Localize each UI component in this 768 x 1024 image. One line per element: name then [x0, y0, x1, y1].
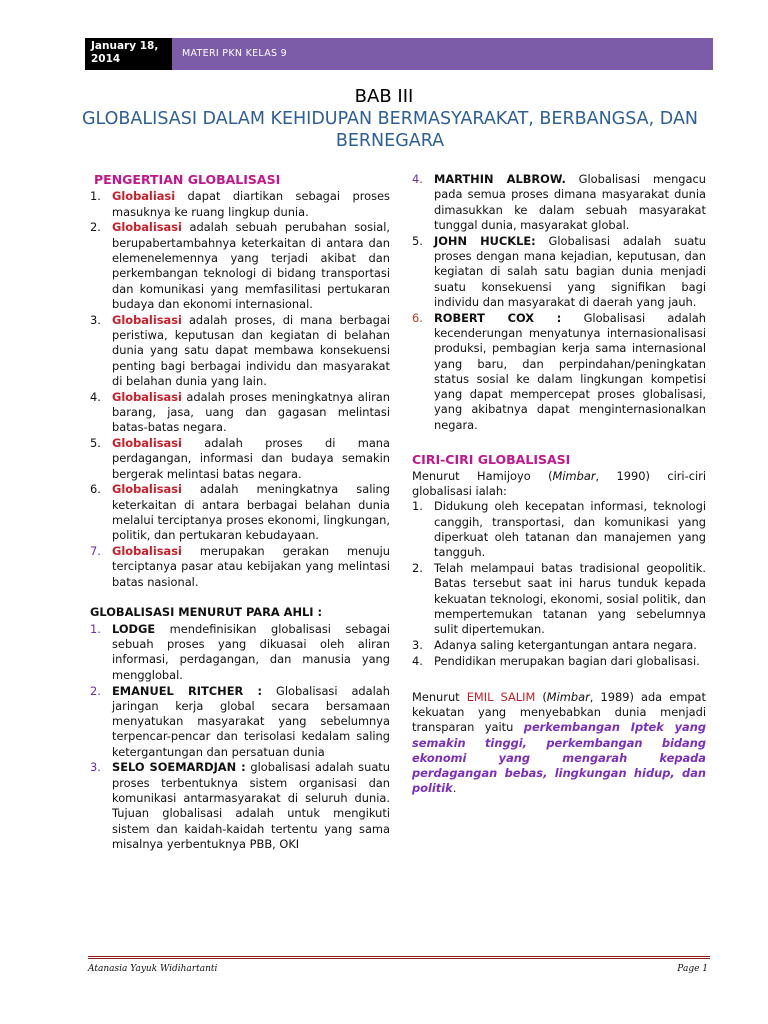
- paragraph-source: Mimbar: [546, 689, 590, 704]
- item-text: Globalisasi mengacu pada semua proses dimana masyarakat dunia dimasukkan ke dalam sebuah masyarakat tunggal dunia, masyarakat global.: [434, 172, 706, 232]
- footer-author: Atanasia Yayuk Widihartanti: [88, 964, 218, 974]
- page-title: GLOBALISASI DALAM KEHIDUPAN BERMASYARAKAT, BERBANGSA, DAN BERNEGARA: [81, 109, 699, 151]
- expert-name: JOHN HUCKLE:: [434, 233, 536, 248]
- paragraph-text: Menurut: [412, 689, 467, 704]
- item-text: adalah sebuah perubahan sosial, berupabertambahnya keterkaitan di antara dan elemenelemennya yang terjadi akibat dan perkembangan teknologi di bidang transportasi dan komunikasi yang memfasilitasi pertukaran budaya dan ekonomi internasional.: [112, 220, 390, 311]
- list-item: [90, 544, 390, 590]
- list-item: [90, 220, 390, 312]
- footer-divider: [88, 956, 710, 959]
- item-text: Globalisasi adalah kecenderungan menyatunya internasionalisasi produksi, pembagian kerja sama internasional yang baru, dan perpindahan/peningkatan status sosial ke dalam lingkungan kompetisi yang dapat mempercepat proses globalisasi, yang akibatnya dapat menginternasionalkan negara.: [434, 310, 706, 432]
- expert-name: ROBERT COX :: [434, 310, 562, 325]
- page-header: [85, 38, 713, 70]
- list-item: [90, 189, 390, 220]
- pengertian-heading: PENGERTIAN GLOBALISASI: [94, 172, 281, 187]
- item-number: 1.: [412, 499, 423, 514]
- item-text: globalisasi adalah suatu proses terbentuknya sistem organisasi dan komunikasi antarmasyarakat di seluruh dunia. Tujuan globalisasi adalah untuk mengikuti sistem dan kaidah-kaidah tertentu yang sama misalnya yerbentuknya PBB, OKI: [112, 760, 390, 851]
- list-item: [412, 499, 706, 560]
- item-number: 5.: [90, 436, 101, 451]
- item-term: Globalisasi: [112, 389, 182, 404]
- list-item: [412, 561, 706, 637]
- item-term: Globalisasi: [112, 436, 182, 451]
- ciri-heading: CIRI-CIRI GLOBALISASI: [412, 451, 571, 467]
- paragraph-text: , 1989) ada empat kekuatan yang menyebabkan dunia menjadi transparan yaitu: [412, 689, 706, 735]
- paragraph-text: .: [452, 781, 457, 796]
- item-text: adalah proses di mana perdagangan, informasi dan budaya semakin bergerak melintasi batas negara.: [112, 436, 390, 481]
- expert-name: MARTHIN ALBROW.: [434, 172, 566, 186]
- intro-text: , 1990) ciri-ciri globalisasi ialah:: [412, 468, 706, 499]
- header-subject: MATERI PKN KELAS 9: [172, 38, 713, 70]
- item-text: Didukung oleh kecepatan informasi, teknologi canggih, transportasi, dan komunikasi yang diperkuat oleh tatanan dan manajemen yang tangguh.: [434, 499, 706, 560]
- emil-salim-paragraph: [412, 690, 706, 797]
- item-text: Pendidikan merupakan bagian dari globalisasi.: [434, 653, 700, 668]
- item-text: adalah meningkatnya saling keterkaitan di antara berbagai belahan dunia melalui terciptanya proses ekonomi, lingkungan, politik, dan pertukaran kebudayaan.: [112, 482, 390, 543]
- item-term: Globalisasi: [112, 220, 182, 235]
- right-column: [412, 172, 706, 797]
- item-number: 6.: [90, 482, 101, 497]
- chapter-label: BAB III: [354, 86, 414, 107]
- item-number: 5.: [412, 233, 423, 248]
- item-number: 6.: [412, 310, 423, 325]
- list-item: [90, 313, 390, 389]
- list-item: [412, 654, 706, 669]
- list-item: [412, 638, 706, 653]
- list-item: [412, 311, 706, 433]
- item-text: merupakan gerakan menuju terciptanya pasar atau kebijakan yang melintasi batas nasional.: [112, 544, 390, 589]
- list-item: [412, 172, 706, 233]
- paragraph-text: (: [535, 689, 547, 704]
- item-text: adalah proses meningkatnya aliran barang, jasa, uang dan gagasan melintasi batas-batas negara.: [112, 389, 390, 435]
- list-item: [90, 622, 390, 683]
- item-term: Globaliasi: [112, 189, 176, 204]
- item-term: Globalisasi: [112, 482, 182, 497]
- item-number: 2.: [90, 220, 101, 235]
- footer-page-number: Page 1: [677, 964, 708, 974]
- item-number: 2.: [412, 561, 423, 576]
- ciri-intro: [412, 469, 706, 500]
- expert-name: LODGE: [112, 621, 156, 636]
- item-term: Globalisasi: [112, 544, 182, 559]
- ahli-list-right: [412, 172, 706, 433]
- header-date: January 18, 2014: [85, 38, 172, 70]
- item-number: 1.: [90, 189, 101, 204]
- list-item: [90, 684, 390, 760]
- author-name: EMIL SALIM: [466, 689, 536, 704]
- item-number: 2.: [90, 683, 101, 698]
- paragraph-emphasis: perkembangan Iptek yang semakin tinggi, perkembangan bidang ekonomi yang mengarah kepada perdagangan bebas, lingkungan hidup, dan politik: [412, 720, 706, 796]
- list-item: [90, 760, 390, 852]
- list-item: [90, 390, 390, 436]
- item-number: 3.: [412, 638, 423, 653]
- expert-name: SELO SOEMARDJAN :: [112, 760, 246, 775]
- item-text: dapat diartikan sebagai proses masuknya ke ruang lingkup dunia.: [112, 189, 390, 219]
- expert-name: EMANUEL RITCHER :: [112, 683, 263, 698]
- item-number: 4.: [90, 389, 101, 404]
- item-text: Adanya saling ketergantungan antara negara.: [434, 638, 697, 653]
- item-number: 1.: [90, 621, 101, 636]
- item-text: adalah proses, di mana berbagai peristiwa, keputusan dan kegiatan di belahan dunia yang satu dapat membawa konsekuensi penting bagi berbagai individu dan masyarakat di belahan dunia yang lain.: [112, 312, 390, 388]
- list-item: [90, 482, 390, 543]
- item-number: 4.: [412, 172, 423, 186]
- ahli-list-left: [90, 622, 390, 852]
- list-item: [90, 436, 390, 482]
- item-number: 7.: [90, 544, 101, 559]
- item-text: mendefinisikan globalisasi sebagai sebuah proses yang dikuasai oleh aliran informasi, perdagangan, dan manusia yang mengglobal.: [112, 621, 390, 682]
- item-term: Globalisasi: [112, 312, 182, 327]
- item-text: Telah melampaui batas tradisional geopolitik. Batas tersebut saat ini harus tunduk kepada kekuatan teknologi, ekonomi, sosial politik, dan mempertemukan tatanan yang sebelumnya sulit dipertemukan.: [434, 561, 706, 637]
- item-number: 3.: [90, 760, 101, 775]
- item-number: 3.: [90, 312, 101, 327]
- list-item: [412, 234, 706, 310]
- item-text: Globalisasi adalah suatu proses dengan mana kejadian, keputusan, dan kegiatan di salah satu bagian dunia menjadi suatu konsekuensi yang signifikan bagi individu dan masyarakat di daerah yang jauh.: [434, 233, 706, 309]
- item-number: 4.: [412, 653, 423, 668]
- ahli-heading: GLOBALISASI MENURUT PARA AHLI :: [90, 604, 322, 619]
- ciri-list: [412, 499, 706, 669]
- item-text: Globalisasi adalah jaringan kerja global secara bersamaan menyatukan masyarakat yang sebelumnya terpencar-pencar dan terisolasi kedalam saling ketergantungan dan persatuan dunia: [112, 683, 390, 759]
- pengertian-list: [90, 189, 390, 590]
- intro-text: Menurut Hamijoyo (: [412, 468, 553, 483]
- left-column: [90, 172, 390, 853]
- intro-source: Mimbar: [552, 468, 596, 483]
